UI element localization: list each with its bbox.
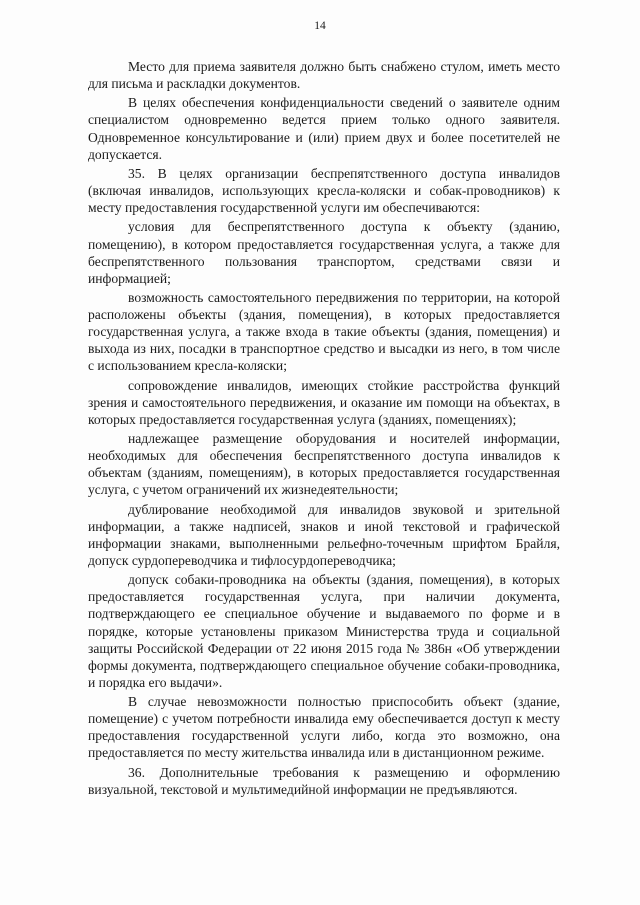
paragraph-item-36: 36. Дополнительные требования к размещению и оформлению визуальной, текстовой и мультимедийной информации не предъявляются. bbox=[88, 764, 560, 797]
document-body bbox=[88, 58, 560, 798]
paragraph-impossibility: В случае невозможности полностью приспособить объект (здание, помещение) с учетом потребности инвалида ему обеспечивается доступ к месту предоставления государственной услуги либо, когда это возможно, она предоставляется по месту жительства инвалида или в дистанционном режиме. bbox=[88, 694, 560, 761]
paragraph-item-35: 35. В целях организации беспрепятственного доступа инвалидов (включая инвалидов, использующих кресла-коляски и собак-проводников) к месту предоставления государственной услуги им обеспечиваются: bbox=[88, 165, 560, 216]
paragraph-independent-movement: возможность самостоятельного передвижения по территории, на которой расположены объекты (здания, помещения), в которых предоставляется государственная услуга, а также входа в такие объекты (здания, помещения) и выхода из них, посадки в транспортное средство и высадки из него, в том числе с использованием кресла-коляски; bbox=[88, 289, 560, 374]
paragraph-escort: сопровождение инвалидов, имеющих стойкие расстройства функций зрения и самостоятельного передвижения, и оказание им помощи на объектах, в которых предоставляется государственная услуга (зданиях, помещениях); bbox=[88, 377, 560, 427]
paragraph-guide-dog: допуск собаки-проводника на объекты (здания, помещения), в которых предоставляется государственная услуга, при наличии документа, подтверждающего ее специальное обучение и выдаваемого по форме и в порядке, которые установлены приказом Министерства труда и социальной защиты Российской Федерации от 22 июня 2015 года № 386н «Об утверждении формы документа, подтверждающего специальное обучение собаки-проводника, и порядка его выдачи». bbox=[88, 572, 560, 690]
page-number: 14 bbox=[314, 20, 326, 32]
paragraph-confidentiality: В целях обеспечения конфиденциальности сведений о заявителе одним специалистом одновременно ведется прием только одного заявителя. Одновременное консультирование и (или) прием двух и более посетителей не допускается. bbox=[88, 95, 560, 162]
paragraph-equipment-placement: надлежащее размещение оборудования и носителей информации, необходимых для обеспечения беспрепятственного доступа инвалидов к объектам (зданиям, помещениям), в которых предоставляется государственная услуга, с учетом ограничений их жизнедеятельности; bbox=[88, 431, 560, 498]
paragraph-access-conditions: условия для беспрепятственного доступа к объекту (зданию, помещению), в котором предоставляется государственная услуга, а также для беспрепятственного пользования транспортом, средствами связи и информацией; bbox=[88, 219, 560, 286]
paragraph-duplication: дублирование необходимой для инвалидов звуковой и зрительной информации, а также надписей, знаков и иной текстовой и графической информации знаками, выполненными рельефно-точечным шрифтом Брайля, допуск сурдопереводчика и тифлосурдопереводчика; bbox=[88, 501, 560, 568]
paragraph-reception-place: Место для приема заявителя должно быть снабжено стулом, иметь место для письма и раскладки документов. bbox=[88, 59, 560, 92]
